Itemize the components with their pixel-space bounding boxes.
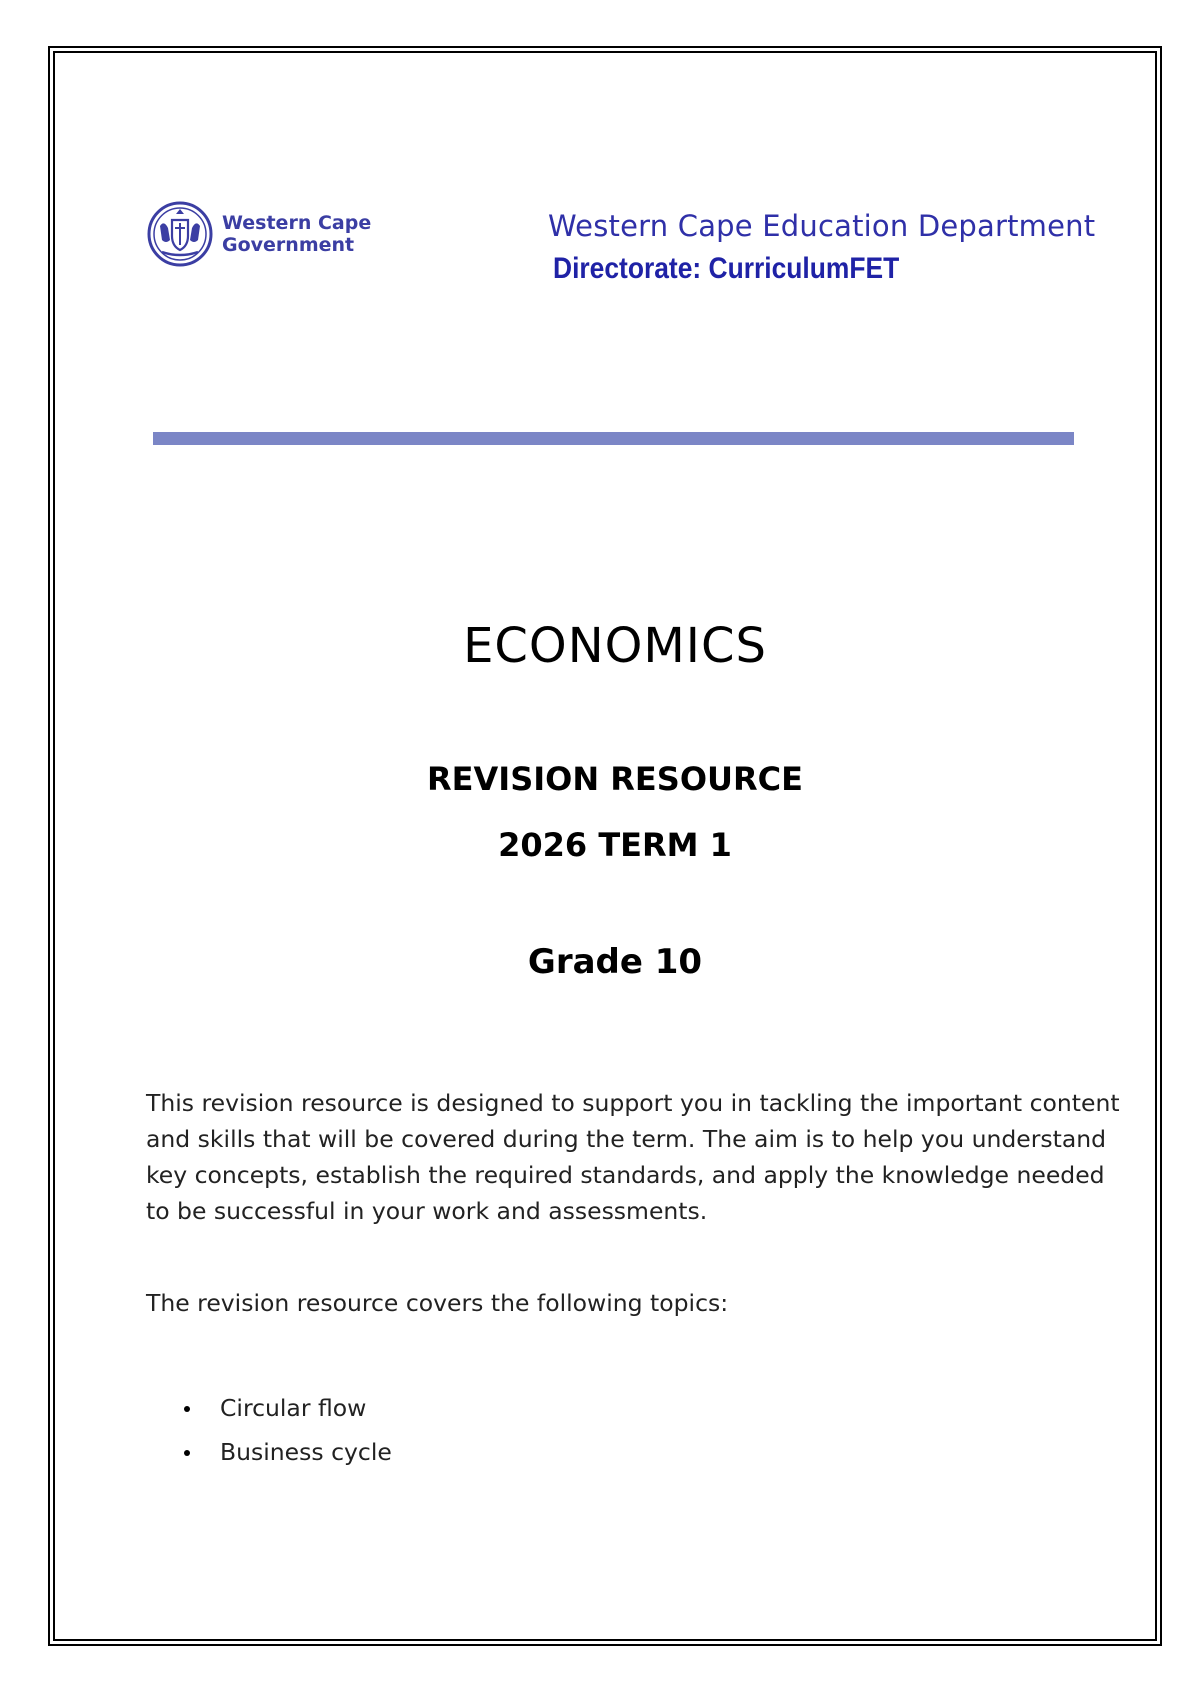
coat-of-arms-icon — [146, 200, 214, 268]
subject-title: ECONOMICS — [463, 618, 767, 674]
logo-line-1: Western Cape — [222, 212, 372, 234]
topic-item: Business cycle — [180, 1434, 392, 1478]
department-name: Western Cape Education Department — [548, 209, 1096, 243]
western-cape-government-logo — [146, 199, 396, 269]
intro-paragraph: This revision resource is designed to support you in tackling the important content and skills that will be covered during the term. The aim is to help you understand key concepts, establish the required standards, and apply the knowledge needed to be successful in your work and assessments. — [146, 1089, 1120, 1225]
term-title: 2026 TERM 1 — [498, 826, 732, 864]
logo-line-2: Government — [222, 234, 355, 256]
header-divider — [153, 432, 1074, 445]
topics-list — [180, 1390, 392, 1478]
directorate-name: Directorate: CurriculumFET — [553, 252, 900, 285]
topics-intro: The revision resource covers the following topics: — [146, 1289, 729, 1317]
topic-item: Circular flow — [180, 1390, 392, 1434]
resource-title: REVISION RESOURCE — [427, 760, 803, 798]
grade-title: Grade 10 — [527, 942, 703, 982]
